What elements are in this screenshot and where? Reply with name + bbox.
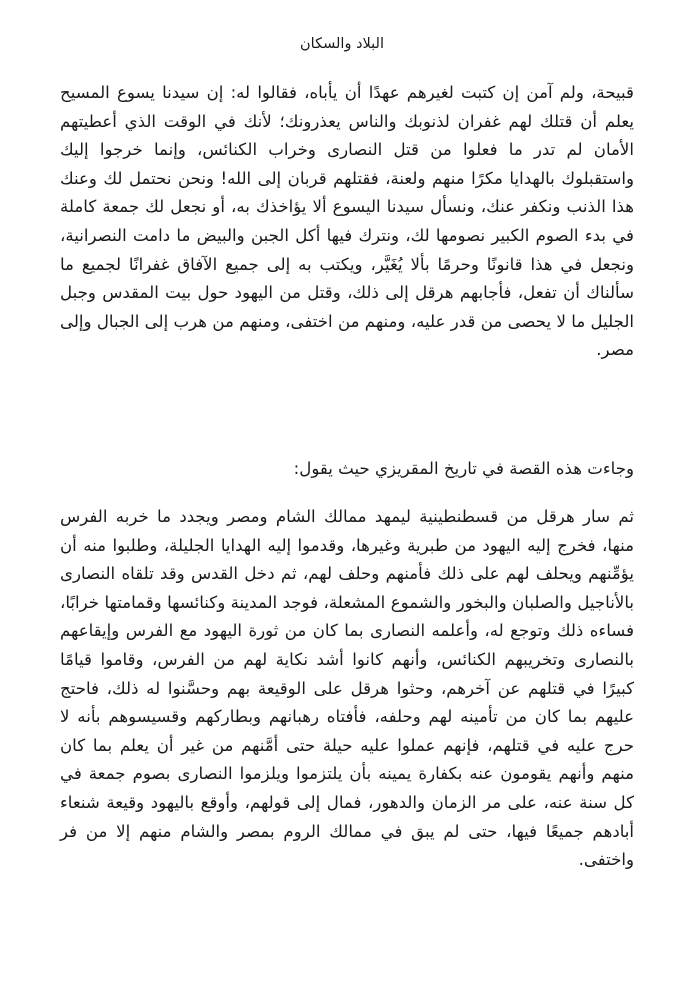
body-paragraph-2: وجاءت هذه القصة في تاريخ المقريزي حيث يقول:	[293, 459, 634, 478]
running-header: البلاد والسكان	[300, 36, 384, 52]
body-paragraph-1: قبيحة، ولم آمن إن كتبت لغيرهم عهدًا أن يأباه، فقالوا له: إن سيدنا يسوع المسيح يعلم أن قتلك لهم غفران لذنوبك والناس يعذرونك؛ لأنك في الوقت الذي أعطيتهم الأمان لم تدر ما فعلوا من قتل النصارى وخراب الكنائس، وإنما خرجوا إليك واستقبلوك بالهدايا مكرًا منهم ولعنة، فقتلهم قربان إلى الله! ونحن نحتمل لك وعنك هذا الذنب ونكفر عنك، ونسأل سيدنا اليسوع ألا يؤاخذك به، أو نجعل لك جمعة كاملة في بدء الصوم الكبير نصومها لك، ونترك فيها أكل الجبن والبيض ما دامت النصرانية، ونجعل في هذا قانونًا وحرمًا بألا يُغَيَّر، ويكتب به إلى جميع الآفاق غفرانًا لجميع ما سألناك أن تفعل، فأجابهم هرقل إلى ذلك، وقتل من اليهود حول بيت المقدس وجبل الجليل ما لا يحصى من قدر عليه، ومنهم من اختفى، ومنهم من هرب إلى الجبال وإلى مصر.	[60, 83, 634, 360]
body-paragraph-3: ثم سار هرقل من قسطنطينية ليمهد ممالك الشام ومصر ويجدد ما خربه الفرس منها، فخرج إليه اليهود من طبرية وغيرها، وقدموا إليه الهدايا الجليلة، وطلبوا منه أن يؤمِّنهم ويحلف لهم على ذلك فأمنهم وحلف لهم، ثم دخل القدس وقد تلقاه النصارى بالأناجيل والصلبان والبخور والشموع المشعلة، فوجد المدينة وكنائسها وقمامتها خرابًا، فساءه ذلك وتوجع له، وأعلمه النصارى بما كان من ثورة اليهود مع الفرس وإيقاعهم بالنصارى وتخريبهم الكنائس، وأنهم كانوا أشد نكاية لهم من الفرس، وقاموا قيامًا كبيرًا في قتلهم عن آخرهم، وحثوا هرقل على الوقيعة بهم وحسَّنوا له ذلك، فاحتج عليهم بما كان من تأمينه لهم وحلفه، فأفتاه رهبانهم وبطاركهم وقسيسوهم بأنه لا حرج عليه في قتلهم، فإنهم عملوا عليه حيلة حتى أمَّنهم من غير أن يعلم بما كان منهم وأنهم يقومون عنه بكفارة يمينه بأن يلتزموا ويلزموا النصارى بصوم جمعة في كل سنة عنه، على مر الزمان والدهور، فمال إلى قولهم، وأوقع باليهود وقيعة شنعاء أبادهم جميعًا فيها، حتى لم يبق في ممالك الروم بمصر والشام منهم إلا من فر واختفى.	[60, 507, 634, 870]
